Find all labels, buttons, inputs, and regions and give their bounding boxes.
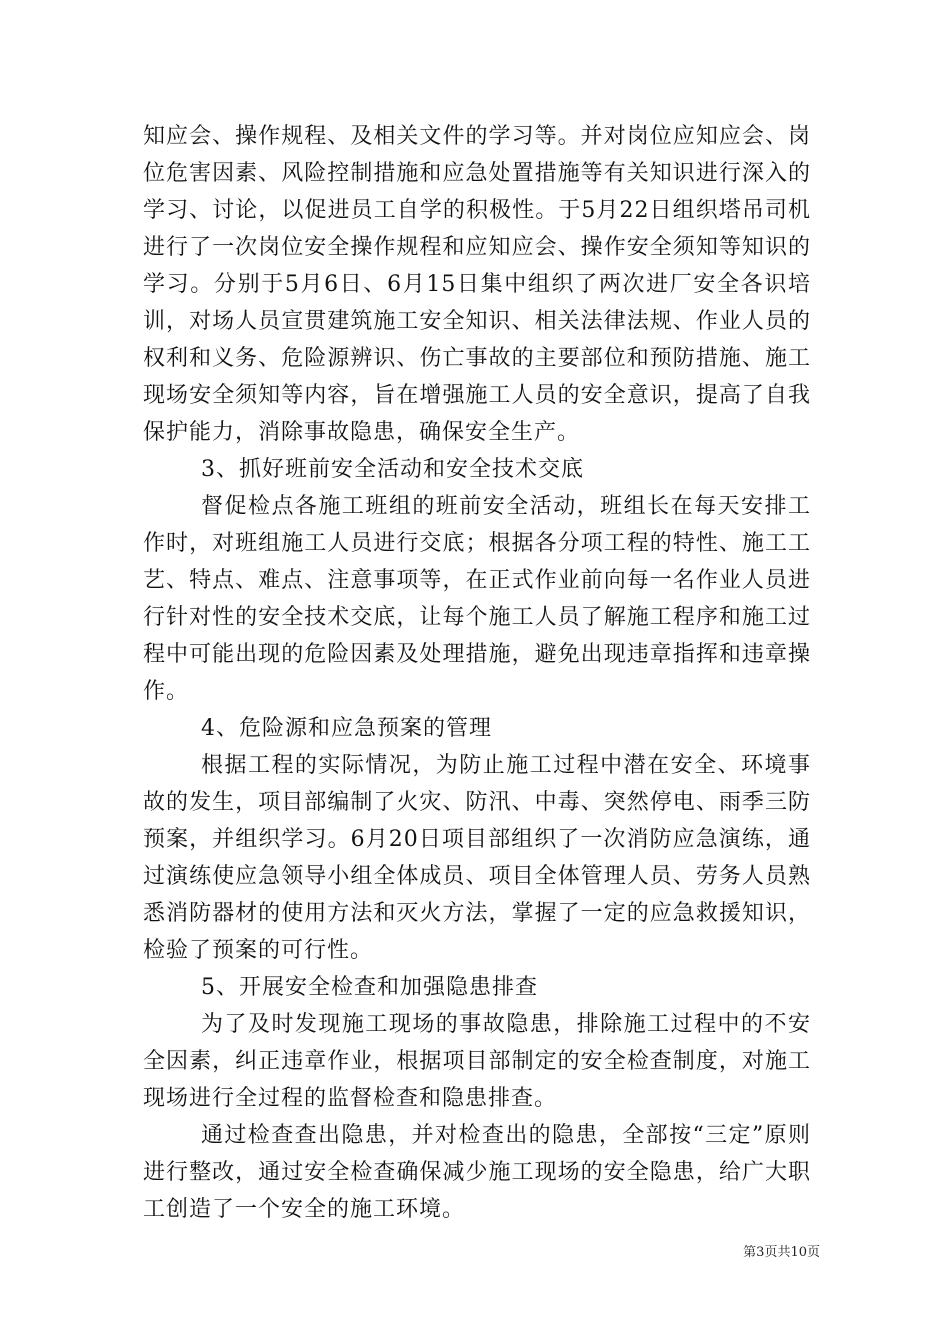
section-heading-5: 5、开展安全检查和加强隐患排查	[201, 975, 538, 1000]
section-heading-3: 3、抓好班前安全活动和安全技术交底	[201, 457, 584, 482]
paragraph-inspection: 为了及时发现施工现场的事故隐患，排除施工过程中的不安全因素，纠正违章作业，根据项目部制定的安全检查制度，对施工现场进行全过程的监督检查和隐患排查。	[143, 1012, 811, 1111]
paragraph-training: 知应会、操作规程、及相关文件的学习等。并对岗位应知应会、岗位危害因素、风险控制措施和应急处置措施等有关知识进行深入的学习、讨论，以促进员工自学的积极性。于5月22日组织塔吊司机进行了一次岗位安全操作规程和应知应会、操作安全须知等知识的学习。分别于5月6日、6月15日集中组织了两次进厂安全各识培训，对场人员宣贯建筑施工安全知识、相关法律法规、作业人员的权利和义务、危险源辨识、伤亡事故的主要部位和预防措施、施工现场安全须知等内容，旨在增强施工人员的安全意识，提高了自我保护能力，消除事故隐患，确保安全生产。	[143, 124, 811, 445]
document-body	[143, 118, 811, 1228]
section-heading-4: 4、危险源和应急预案的管理	[201, 716, 492, 741]
paragraph-emergency: 根据工程的实际情况，为防止施工过程中潜在安全、环境事故的发生，项目部编制了火灾、防汛、中毒、突然停电、雨季三防预案，并组织学习。6月20日项目部组织了一次消防应急演练，通过演练使应急领导小组全体成员、项目全体管理人员、劳务人员熟悉消防器材的使用方法和灭火方法，掌握了一定的应急救援知识，检验了预案的可行性。	[143, 753, 811, 963]
paragraph-briefing: 督促检点各施工班组的班前安全活动，班组长在每天安排工作时，对班组施工人员进行交底；根据各分项工程的特性、施工工艺、特点、难点、注意事项等，在正式作业前向每一名作业人员进行针对性的安全技术交底，让每个施工人员了解施工程序和施工过程中可能出现的危险因素及处理措施，避免出现违章指挥和违章操作。	[143, 494, 811, 704]
page-number: 第3页共10页	[743, 1245, 820, 1260]
paragraph-rectification: 通过检查查出隐患，并对检查出的隐患，全部按“三定”原则进行整改，通过安全检查确保减少施工现场的安全隐患，给广大职工创造了一个安全的施工环境。	[143, 1123, 811, 1222]
